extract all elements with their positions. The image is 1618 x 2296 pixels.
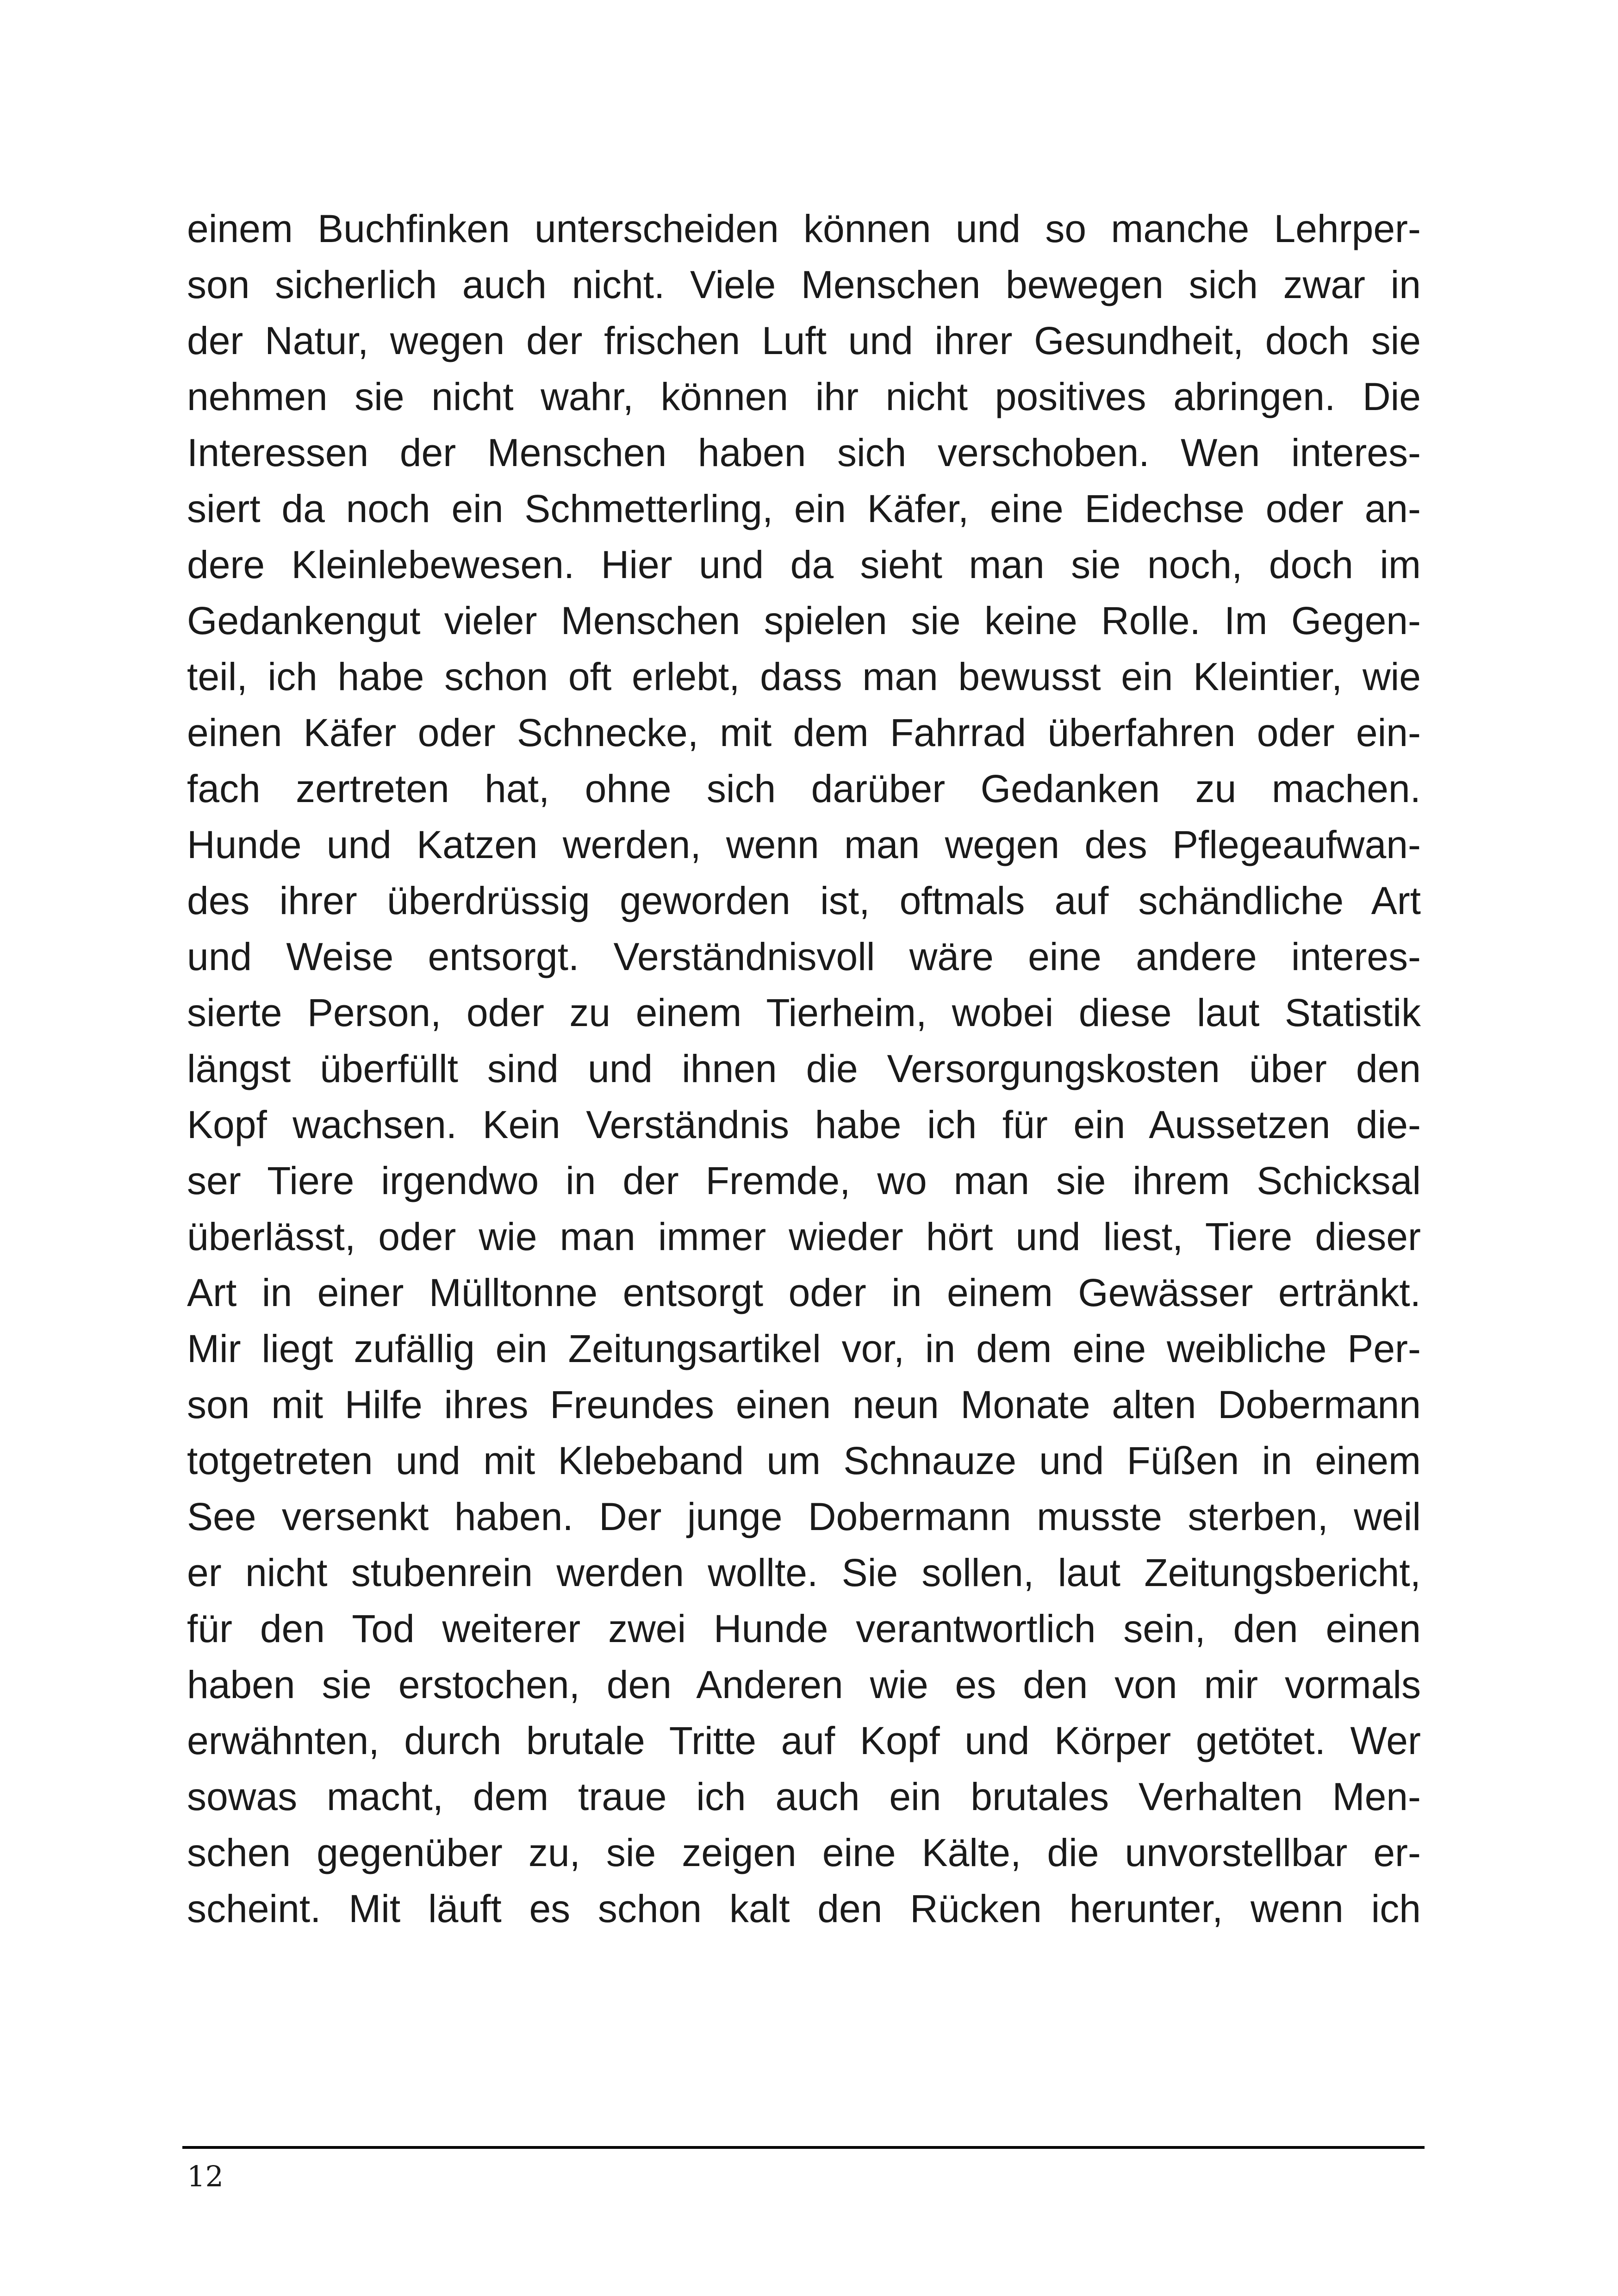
text-line: See versenkt haben. Der junge Dobermann musste sterben, weil <box>187 1495 1421 1538</box>
text-line: der Natur, wegen der frischen Luft und ihrer Gesundheit, doch sie <box>187 319 1421 362</box>
text-line: sierte Person, oder zu einem Tierheim, wobei diese laut Statistik <box>187 991 1421 1034</box>
text-line: totgetreten und mit Klebeband um Schnauze und Füßen in einem <box>187 1439 1421 1482</box>
text-line: ser Tiere irgendwo in der Fremde, wo man sie ihrem Schicksal <box>187 1159 1421 1202</box>
footer-divider <box>182 2146 1425 2149</box>
text-line: einen Käfer oder Schnecke, mit dem Fahrrad überfahren oder ein- <box>187 711 1421 754</box>
text-line: Mir liegt zufällig ein Zeitungsartikel vor, in dem eine weibliche Per- <box>187 1327 1421 1370</box>
text-line: son sicherlich auch nicht. Viele Menschen bewegen sich zwar in <box>187 263 1421 306</box>
text-line: er nicht stubenrein werden wollte. Sie sollen, laut Zeitungsbericht, <box>187 1551 1421 1594</box>
text-line: scheint. Mit läuft es schon kalt den Rücken herunter, wenn ich <box>187 1887 1421 1930</box>
text-line: des ihrer überdrüssig geworden ist, oftmals auf schändliche Art <box>187 879 1421 922</box>
text-line: für den Tod weiterer zwei Hunde verantwortlich sein, den einen <box>187 1607 1421 1650</box>
body-text <box>187 201 1421 1937</box>
text-line: Art in einer Mülltonne entsorgt oder in einem Gewässer ertränkt. <box>187 1271 1421 1314</box>
text-line: und Weise entsorgt. Verständnisvoll wäre eine andere interes- <box>187 935 1421 978</box>
text-line: längst überfüllt sind und ihnen die Versorgungskosten über den <box>187 1047 1421 1090</box>
text-line: nehmen sie nicht wahr, können ihr nicht positives abringen. Die <box>187 375 1421 418</box>
text-line: Interessen der Menschen haben sich verschoben. Wen interes- <box>187 431 1421 474</box>
text-line: son mit Hilfe ihres Freundes einen neun Monate alten Dobermann <box>187 1383 1421 1426</box>
text-line: haben sie erstochen, den Anderen wie es den von mir vormals <box>187 1663 1421 1706</box>
text-line: teil, ich habe schon oft erlebt, dass man bewusst ein Kleintier, wie <box>187 655 1421 698</box>
page-number: 12 <box>187 2159 224 2193</box>
text-line: dere Kleinlebewesen. Hier und da sieht man sie noch, doch im <box>187 543 1421 586</box>
text-line: Hunde und Katzen werden, wenn man wegen des Pflegeaufwan- <box>187 823 1421 866</box>
text-line: überlässt, oder wie man immer wieder hört und liest, Tiere dieser <box>187 1215 1421 1258</box>
text-line: fach zertreten hat, ohne sich darüber Gedanken zu machen. <box>187 767 1421 810</box>
text-line: schen gegenüber zu, sie zeigen eine Kälte, die unvorstellbar er- <box>187 1831 1421 1874</box>
text-line: Gedankengut vieler Menschen spielen sie keine Rolle. Im Gegen- <box>187 599 1421 642</box>
text-line: siert da noch ein Schmetterling, ein Käfer, eine Eidechse oder an- <box>187 487 1421 530</box>
text-line: Kopf wachsen. Kein Verständnis habe ich für ein Aussetzen die- <box>187 1103 1421 1146</box>
text-line: erwähnten, durch brutale Tritte auf Kopf und Körper getötet. Wer <box>187 1719 1421 1762</box>
text-line: einem Buchfinken unterscheiden können und so manche Lehrper- <box>187 207 1421 250</box>
text-line: sowas macht, dem traue ich auch ein brutales Verhalten Men- <box>187 1775 1421 1818</box>
